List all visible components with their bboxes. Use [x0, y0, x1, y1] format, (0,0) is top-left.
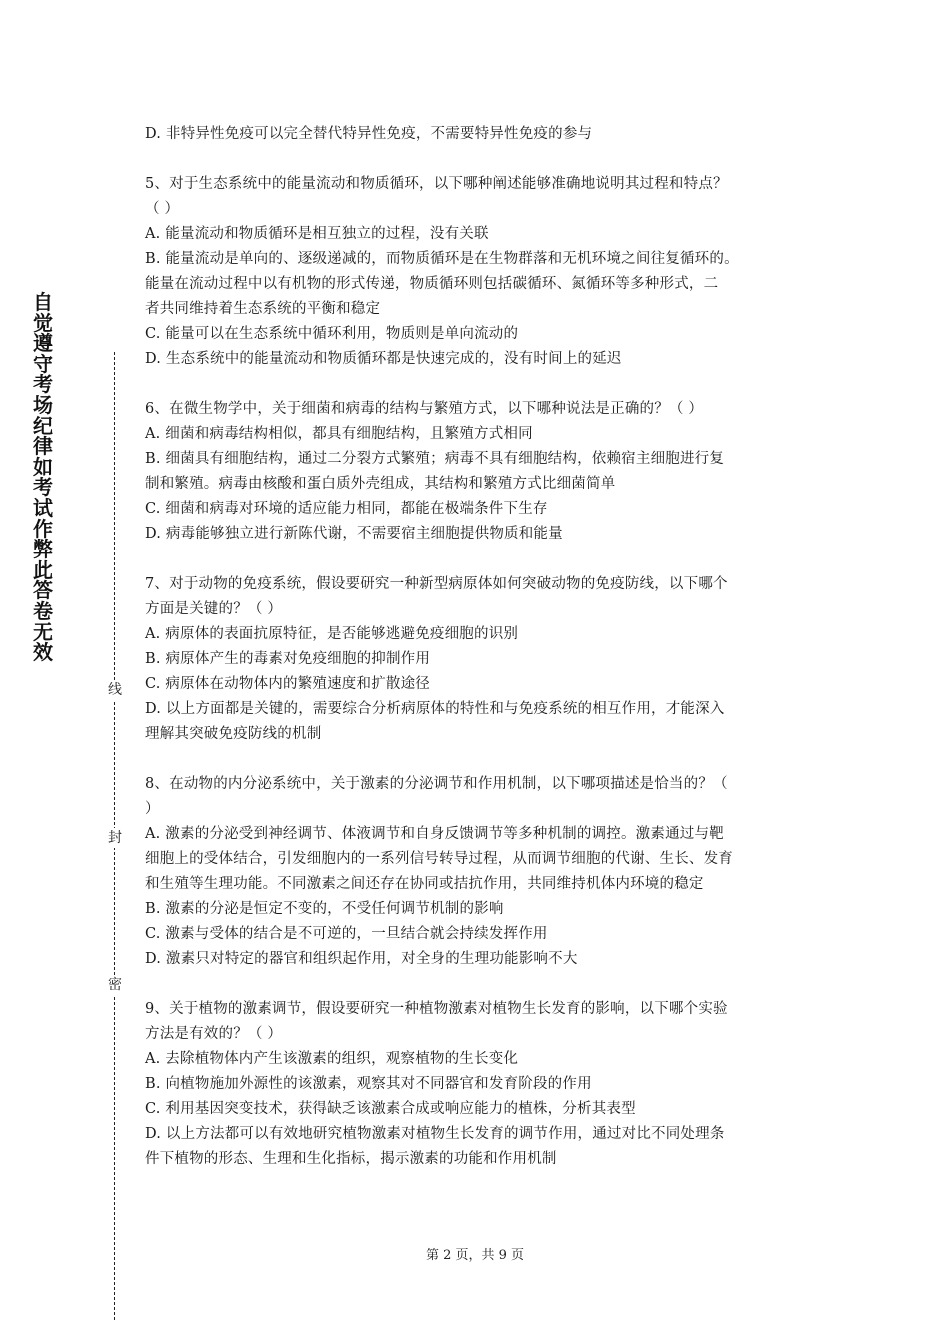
option-line: B. 病原体产生的毒素对免疫细胞的抑制作用	[145, 651, 431, 667]
option-line: C. 病原体在动物体内的繁殖速度和扩散途径	[145, 676, 430, 692]
option-line: C. 利用基因突变技术，获得缺乏该激素合成或响应能力的植株，分析其表型	[145, 1101, 636, 1117]
question-stem: ）	[145, 801, 160, 817]
question-9	[145, 997, 825, 1172]
option-line: A. 去除植物体内产生该激素的组织，观察植物的生长变化	[145, 1051, 519, 1067]
binding-label-seal: 封	[104, 828, 126, 848]
option-line: A. 病原体的表面抗原特征，是否能够逃避免疫细胞的识别	[145, 626, 519, 642]
option-line: D. 非特异性免疫可以完全替代特异性免疫，不需要特异性免疫的参与	[145, 126, 593, 142]
option-line: A. 能量流动和物质循环是相互独立的过程，没有关联	[145, 226, 489, 242]
option-line: B. 细菌具有细胞结构，通过二分裂方式繁殖；病毒不具有细胞结构，依赖宿主细胞进行复	[145, 451, 725, 467]
option-line: D. 以上方法都可以有效地研究植物激素对植物生长发育的调节作用，通过对比不同处理条	[145, 1126, 725, 1142]
option-line: C. 激素与受体的结合是不可逆的，一旦结合就会持续发挥作用	[145, 926, 548, 942]
option-line: D. 激素只对特定的器官和组织起作用，对全身的生理功能影响不大	[145, 951, 578, 967]
question-stem: 方法是有效的？（ ）	[145, 1026, 283, 1042]
question-5	[145, 172, 825, 372]
option-line: D. 生态系统中的能量流动和物质循环都是快速完成的，没有时间上的延迟	[145, 351, 622, 367]
option-line: D. 病毒能够独立进行新陈代谢，不需要宿主细胞提供物质和能量	[145, 526, 563, 542]
question-stem: 9、关于植物的激素调节，假设要研究一种植物激素对植物生长发育的影响，以下哪个实验	[145, 1001, 728, 1017]
option-line: 制和繁殖。病毒由核酸和蛋白质外壳组成，其结构和繁殖方式比细菌简单	[145, 476, 616, 492]
option-line: C. 能量可以在生态系统中循环利用，物质则是单向流动的	[145, 326, 519, 342]
leading-fragment	[145, 122, 825, 147]
binding-label-secret: 密	[104, 975, 126, 995]
question-stem: 5、对于生态系统中的能量流动和物质循环，以下哪种阐述能够准确地说明其过程和特点？	[145, 176, 728, 192]
option-line: 理解其突破免疫防线的机制	[145, 726, 322, 742]
question-6	[145, 397, 825, 547]
option-line: B. 能量流动是单向的、逐级递减的，而物质循环是在生物群落和无机环境之间往复循环的。	[145, 251, 739, 267]
exam-discipline-notice: 自觉遵守考场纪律如考试作弊此答卷无效	[33, 290, 53, 665]
question-stem: 7、对于动物的免疫系统，假设要研究一种新型病原体如何突破动物的免疫防线，以下哪个	[145, 576, 728, 592]
question-7	[145, 572, 825, 747]
option-line: A. 激素的分泌受到神经调节、体液调节和自身反馈调节等多种机制的调控。激素通过与靶	[145, 826, 724, 842]
option-line: 能量在流动过程中以有机物的形式传递，物质循环则包括碳循环、氮循环等多种形式，二	[145, 276, 719, 292]
option-line: C. 细菌和病毒对环境的适应能力相同，都能在极端条件下生存	[145, 501, 548, 517]
option-line: 和生殖等生理功能。不同激素之间还存在协同或拮抗作用，共同维持机体内环境的稳定	[145, 876, 704, 892]
question-stem: 6、在微生物学中，关于细菌和病毒的结构与繁殖方式，以下哪种说法是正确的？（ ）	[145, 401, 704, 417]
option-line: 件下植物的形态、生理和生化指标，揭示激素的功能和作用机制	[145, 1151, 557, 1167]
option-line: A. 细菌和病毒结构相似，都具有细胞结构，且繁殖方式相同	[145, 426, 533, 442]
question-8	[145, 772, 825, 972]
question-stem: 方面是关键的？（ ）	[145, 601, 283, 617]
question-content	[145, 122, 825, 1172]
page-number: 第 2 页，共 9 页	[425, 1248, 525, 1263]
option-line: B. 向植物施加外源性的该激素，观察其对不同器官和发育阶段的作用	[145, 1076, 592, 1092]
question-stem: 8、在动物的内分泌系统中，关于激素的分泌调节和作用机制，以下哪项描述是恰当的？（	[145, 776, 728, 792]
binding-label-line: 线	[104, 680, 126, 700]
option-line: 者共同维持着生态系统的平衡和稳定	[145, 301, 381, 317]
option-line: D. 以上方面都是关键的，需要综合分析病原体的特性和与免疫系统的相互作用，才能深入	[145, 701, 725, 717]
question-stem: （ ）	[145, 201, 180, 217]
option-line: B. 激素的分泌是恒定不变的，不受任何调节机制的影响	[145, 901, 504, 917]
option-line: 细胞上的受体结合，引发细胞内的一系列信号转导过程，从而调节细胞的代谢、生长、发育	[145, 851, 733, 867]
